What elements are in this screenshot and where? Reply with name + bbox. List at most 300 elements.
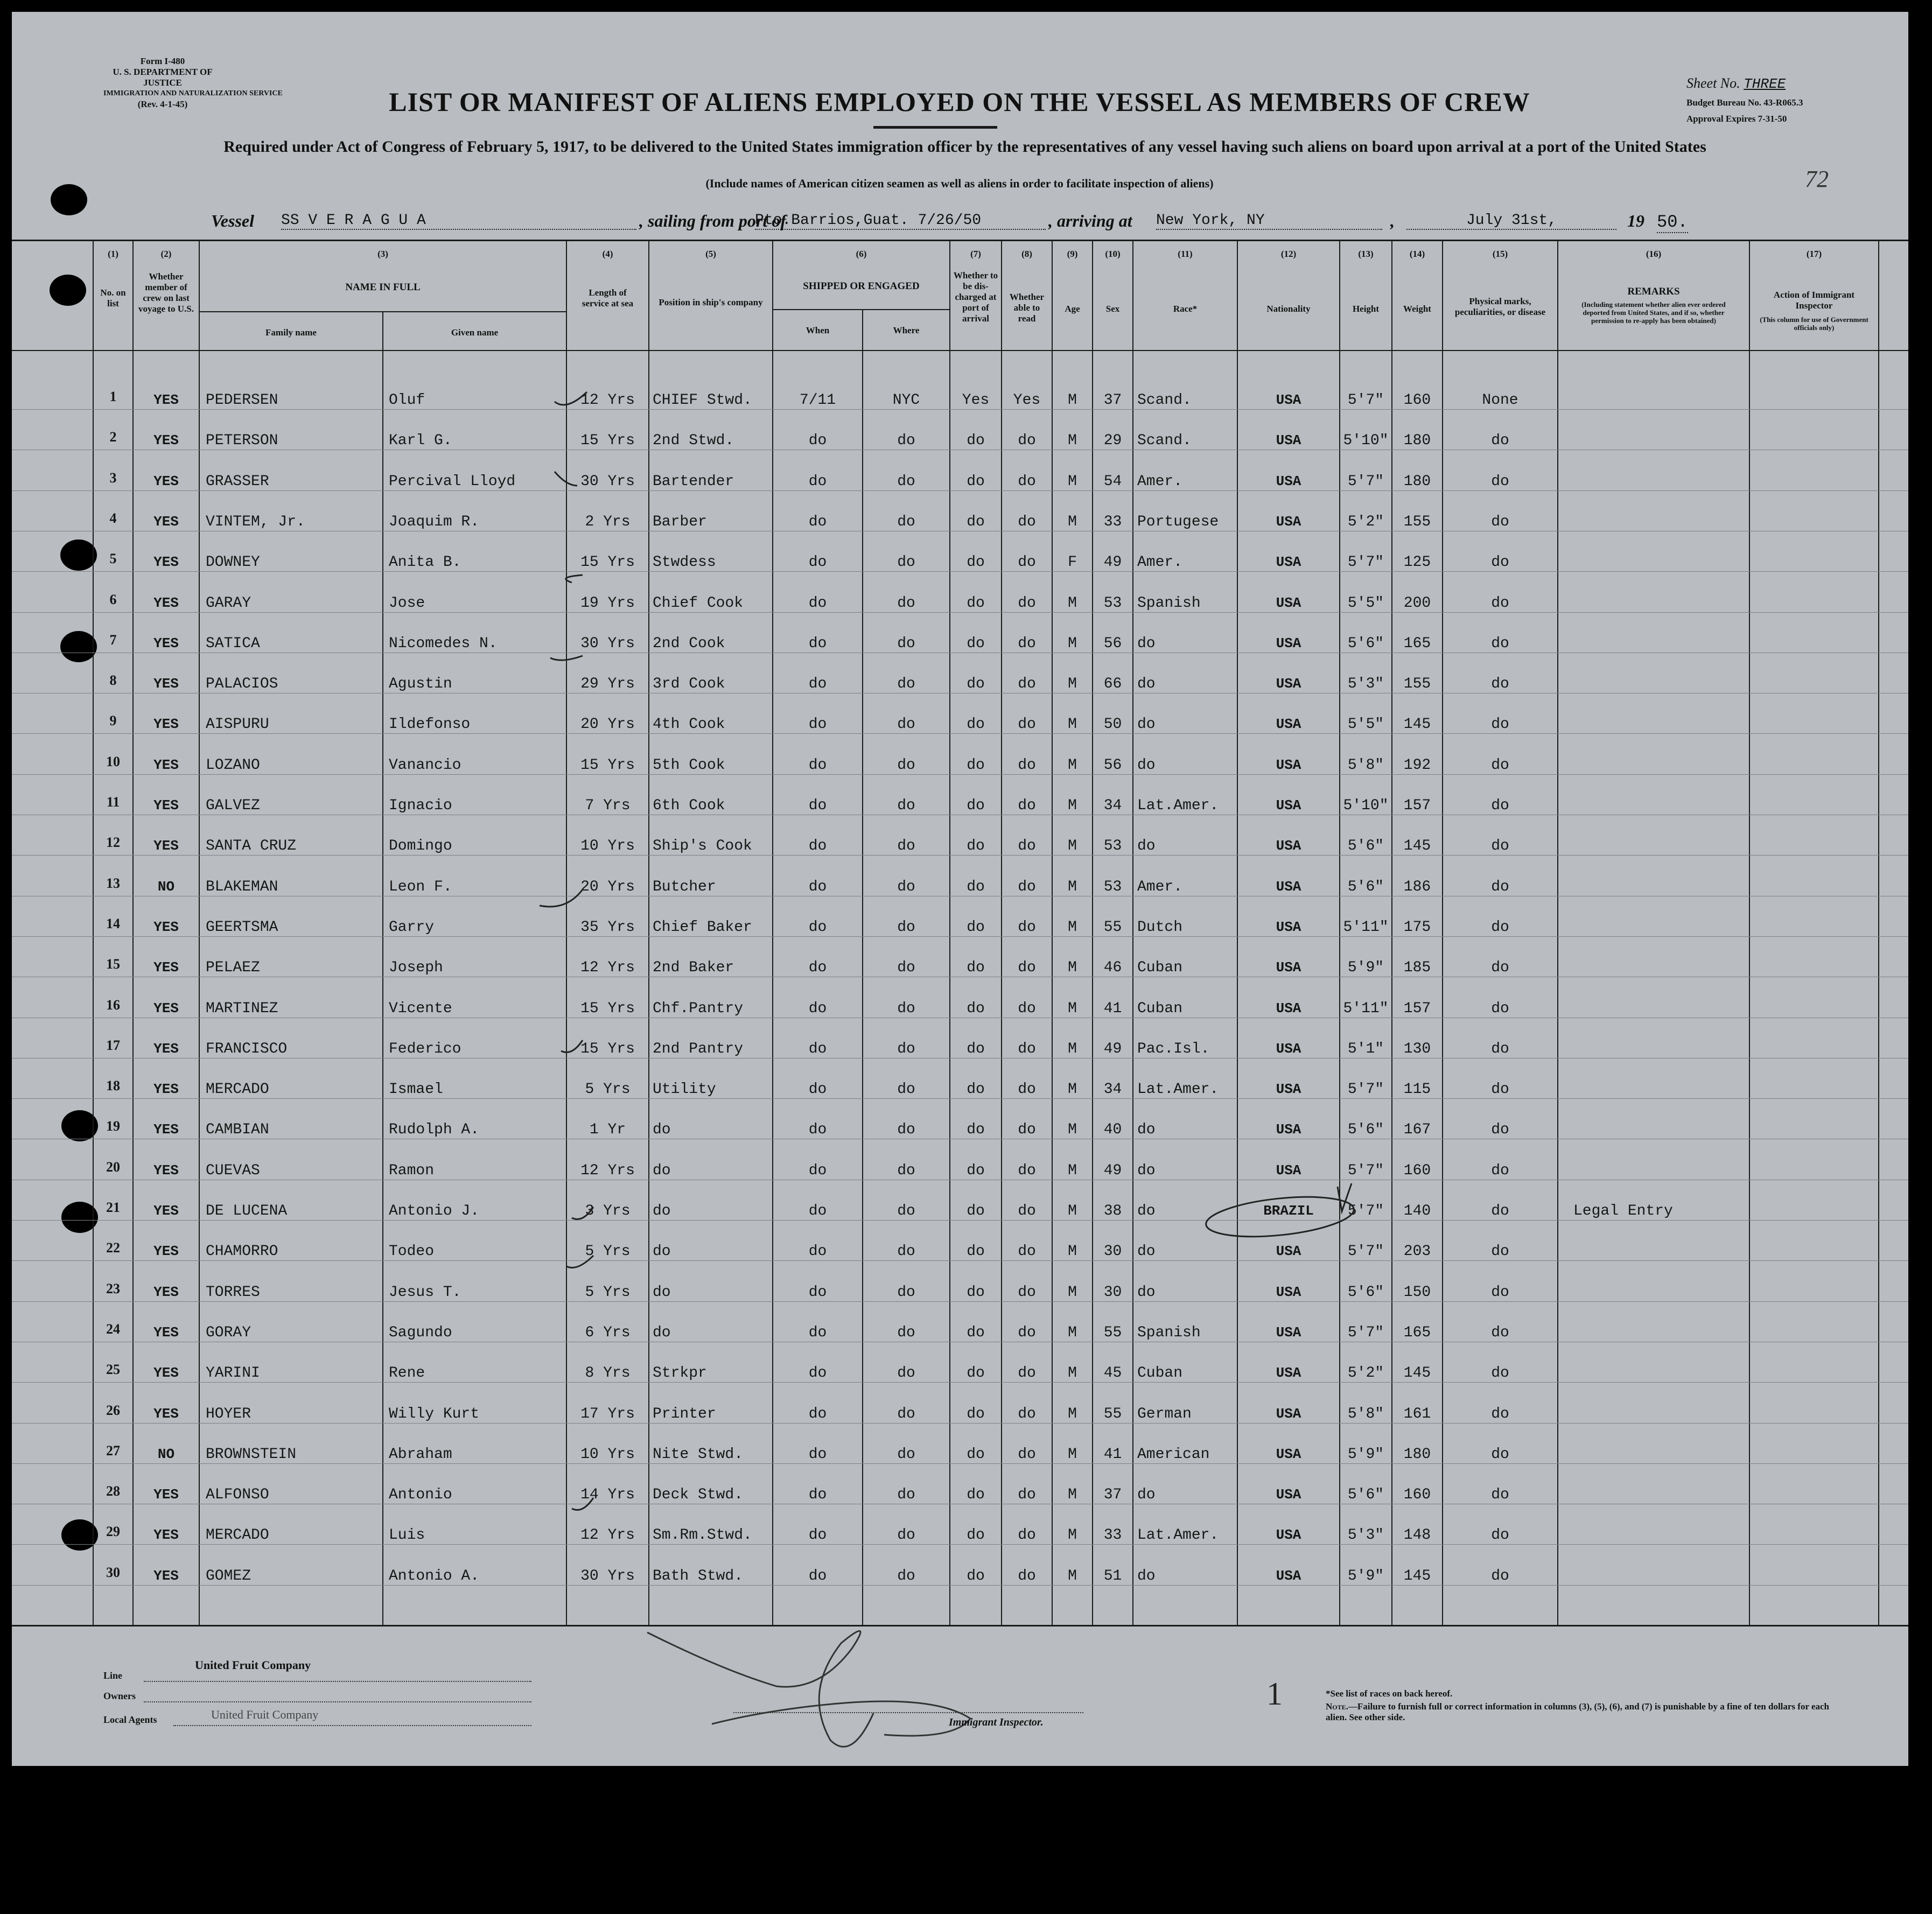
cell-sex: M [1068, 1041, 1077, 1057]
cell-shipped-where: do [897, 716, 915, 733]
cell-nationality: USA [1276, 1000, 1301, 1016]
cell-able-to-read: do [1018, 1406, 1036, 1422]
cell-sex: M [1068, 1406, 1077, 1422]
cell-row-number: 29 [106, 1524, 120, 1539]
owners-label: Owners [103, 1691, 136, 1701]
cell-shipped-when: 7/11 [799, 392, 836, 409]
cell-last-voyage: YES [153, 959, 179, 976]
cell-able-to-read: do [1018, 838, 1036, 854]
cell-discharged: do [967, 1203, 985, 1219]
cell-race: Portugese [1137, 514, 1219, 530]
cell-shipped-when: do [808, 676, 827, 692]
cell-shipped-where: do [897, 635, 915, 652]
cell-sex: M [1068, 595, 1077, 612]
cell-age: 46 [1103, 959, 1122, 976]
manifest-sheet [12, 12, 1908, 1766]
col-height: Height [1352, 304, 1380, 314]
cell-shipped-where: do [897, 514, 915, 530]
cell-discharged: do [967, 1081, 985, 1098]
cell-height: 5'7" [1347, 1081, 1384, 1098]
cell-row-number: 3 [109, 470, 117, 486]
cell-given-name: Leon F. [389, 879, 452, 895]
cell-service-length: 30 Yrs [580, 473, 635, 490]
cell-family-name: GARAY [206, 595, 251, 612]
cell-last-voyage: YES [153, 392, 179, 408]
cell-able-to-read: do [1018, 1081, 1036, 1098]
cell-physical-marks: do [1491, 1284, 1509, 1301]
form-department: U. S. DEPARTMENT OF JUSTICE [113, 67, 213, 88]
cell-last-voyage: YES [153, 1365, 179, 1381]
cell-race: Spanish [1137, 1324, 1201, 1341]
cell-sex: M [1068, 1568, 1077, 1585]
cell-able-to-read: do [1018, 1284, 1036, 1301]
cell-nationality: USA [1276, 676, 1301, 692]
cell-able-to-read: do [1018, 432, 1036, 449]
vessel-name: SS V E R A G U A [281, 212, 636, 230]
cell-shipped-where: do [897, 1365, 915, 1382]
cell-discharged: do [967, 838, 985, 854]
cell-last-voyage: YES [153, 1568, 179, 1584]
cell-discharged: Yes [962, 392, 990, 409]
cell-shipped-where: do [897, 554, 915, 571]
col-num-11: (11) [1178, 249, 1193, 259]
cell-service-length: 20 Yrs [580, 716, 635, 733]
cell-height: 5'7" [1347, 1203, 1384, 1219]
line-rule [144, 1681, 531, 1682]
cell-discharged: do [967, 716, 985, 733]
cell-given-name: Joaquim R. [389, 514, 480, 530]
cell-given-name: Ramon [389, 1162, 435, 1179]
cell-physical-marks: do [1491, 473, 1509, 490]
cell-weight: 157 [1403, 1000, 1431, 1017]
cell-weight: 175 [1403, 919, 1431, 936]
cell-shipped-where: do [897, 1000, 915, 1017]
cell-nationality: USA [1276, 1324, 1301, 1341]
cell-race: Cuban [1137, 959, 1183, 976]
cell-given-name: Antonio [389, 1487, 452, 1503]
cell-race: do [1137, 1568, 1156, 1585]
cell-last-voyage: YES [153, 1406, 179, 1422]
cell-nationality: USA [1276, 1284, 1301, 1300]
cell-position: Chief Cook [653, 595, 744, 612]
cell-shipped-when: do [808, 1324, 827, 1341]
cell-position: Ship's Cook [653, 838, 752, 854]
cell-discharged: do [967, 1406, 985, 1422]
cell-weight: 150 [1403, 1284, 1431, 1301]
cell-nationality: USA [1276, 1162, 1301, 1179]
owners-rule [144, 1701, 531, 1702]
cell-height: 5'9" [1347, 959, 1384, 976]
cell-height: 5'3" [1347, 676, 1384, 692]
col-num-5: (5) [705, 249, 716, 259]
cell-given-name: Ignacio [389, 797, 452, 814]
cell-sex: M [1068, 473, 1077, 490]
cell-physical-marks: do [1491, 1365, 1509, 1382]
cell-discharged: do [967, 1000, 985, 1017]
cell-given-name: Joseph [389, 959, 443, 976]
cell-age: 53 [1103, 838, 1122, 854]
cell-row-number: 5 [109, 551, 117, 566]
cell-row-number: 24 [106, 1321, 120, 1337]
cell-shipped-where: do [897, 1081, 915, 1098]
cell-family-name: PEDERSEN [206, 392, 278, 409]
cell-age: 37 [1103, 1487, 1122, 1503]
cell-family-name: GOMEZ [206, 1568, 251, 1585]
cell-height: 5'3" [1347, 1527, 1384, 1544]
cell-discharged: do [967, 1324, 985, 1341]
cell-race: Dutch [1137, 919, 1183, 936]
cell-given-name: Abraham [389, 1446, 452, 1463]
cell-physical-marks: do [1491, 1000, 1509, 1017]
cell-height: 5'7" [1347, 473, 1384, 490]
cell-shipped-where: do [897, 838, 915, 854]
cell-service-length: 5 Yrs [585, 1284, 631, 1301]
cell-weight: 160 [1403, 1162, 1431, 1179]
cell-age: 30 [1103, 1243, 1122, 1260]
col-sex: Sex [1105, 304, 1120, 314]
cell-physical-marks: do [1491, 757, 1509, 774]
cell-row-number: 23 [106, 1281, 120, 1296]
cell-nationality: USA [1276, 1568, 1301, 1584]
cell-age: 53 [1103, 879, 1122, 895]
col-name-in-full: NAME IN FULL [345, 282, 421, 293]
col-num-15: (15) [1492, 249, 1508, 259]
cell-last-voyage: NO [157, 879, 175, 895]
cell-weight: 180 [1403, 473, 1431, 490]
col-num-12: (12) [1280, 249, 1297, 259]
cell-able-to-read: do [1018, 676, 1036, 692]
cell-position: 2nd Pantry [653, 1041, 744, 1057]
cell-sex: M [1068, 1203, 1077, 1219]
cell-row-number: 9 [109, 713, 117, 728]
cell-last-voyage: YES [153, 716, 179, 732]
cell-age: 45 [1103, 1365, 1122, 1382]
cell-shipped-where: do [897, 797, 915, 814]
cell-nationality: USA [1276, 797, 1301, 814]
cell-service-length: 12 Yrs [580, 1162, 635, 1179]
col-shipped-engaged: SHIPPED OR ENGAGED [803, 281, 920, 292]
cell-physical-marks: do [1491, 1568, 1509, 1585]
cell-family-name: BLAKEMAN [206, 879, 278, 895]
cell-service-length: 12 Yrs [580, 1527, 635, 1544]
cell-able-to-read: do [1018, 1568, 1036, 1585]
cell-discharged: do [967, 1527, 985, 1544]
cell-age: 41 [1103, 1000, 1122, 1017]
cell-given-name: Rudolph A. [389, 1121, 480, 1138]
cell-last-voyage: YES [153, 797, 179, 814]
cell-shipped-when: do [808, 959, 827, 976]
form-service: IMMIGRATION AND NATURALIZATION SERVICE [103, 89, 283, 97]
cell-height: 5'6" [1347, 635, 1384, 652]
cell-age: 50 [1103, 716, 1122, 733]
cell-position: Nite Stwd. [653, 1446, 744, 1463]
cell-shipped-when: do [808, 919, 827, 936]
cell-service-length: 12 Yrs [580, 959, 635, 976]
cell-position: Sm.Rm.Stwd. [653, 1527, 752, 1544]
cell-last-voyage: YES [153, 1527, 179, 1543]
cell-last-voyage: YES [153, 595, 179, 611]
cell-age: 66 [1103, 676, 1122, 692]
cell-service-length: 12 Yrs [580, 392, 635, 409]
cell-family-name: GORAY [206, 1324, 251, 1341]
cell-nationality: USA [1276, 1406, 1301, 1422]
cell-service-length: 14 Yrs [580, 1487, 635, 1503]
cell-shipped-where: do [897, 1203, 915, 1219]
cell-sex: F [1068, 554, 1077, 571]
col-remarks-note: (Including statement whether alien ever ordered deported from United States, and if so, whether permission to re-apply has been obtained) [1581, 300, 1726, 325]
cell-shipped-when: do [808, 1365, 827, 1382]
cell-able-to-read: do [1018, 1365, 1036, 1382]
cell-service-length: 10 Yrs [580, 1446, 635, 1463]
cell-given-name: Ildefonso [389, 716, 471, 733]
cell-race: Cuban [1137, 1000, 1183, 1017]
cell-discharged: do [967, 473, 985, 490]
cell-shipped-when: do [808, 595, 827, 612]
cell-row-number: 4 [109, 510, 117, 526]
cell-age: 34 [1103, 1081, 1122, 1098]
agents-label: Local Agents [103, 1714, 157, 1725]
cell-discharged: do [967, 1284, 985, 1301]
col-last-voyage: Whether member of crew on last voyage to U.S. [138, 271, 194, 314]
cell-height: 5'10" [1343, 432, 1389, 449]
cell-shipped-when: do [808, 473, 827, 490]
cell-shipped-when: do [808, 757, 827, 774]
cell-physical-marks: do [1491, 1081, 1509, 1098]
cell-nationality: USA [1276, 635, 1301, 651]
cell-discharged: do [967, 1243, 985, 1260]
cell-service-length: 15 Yrs [580, 554, 635, 571]
cell-row-number: 18 [106, 1078, 120, 1093]
inspector-rule [733, 1712, 1083, 1713]
cell-sex: M [1068, 1487, 1077, 1503]
cell-height: 5'5" [1347, 716, 1384, 733]
cell-weight: 192 [1403, 757, 1431, 774]
cell-service-length: 35 Yrs [580, 919, 635, 936]
cell-last-voyage: YES [153, 1203, 179, 1219]
cell-race: Amer. [1137, 554, 1183, 571]
cell-row-number: 11 [106, 794, 120, 810]
cell-race: American [1137, 1446, 1210, 1463]
col-age: Age [1065, 304, 1080, 314]
cell-weight: 125 [1403, 554, 1431, 571]
cell-row-number: 12 [106, 835, 120, 850]
cell-family-name: CHAMORRO [206, 1243, 278, 1260]
col-num-4: (4) [602, 249, 613, 259]
cell-age: 55 [1103, 919, 1122, 936]
col-family-name: Family name [265, 327, 317, 338]
cell-nationality: USA [1276, 432, 1301, 448]
sheet-number: THREE [1744, 76, 1786, 92]
col-num-3: (3) [377, 249, 388, 259]
cell-discharged: do [967, 1365, 985, 1382]
cell-service-length: 10 Yrs [580, 838, 635, 854]
cell-given-name: Domingo [389, 838, 452, 854]
cell-family-name: GRASSER [206, 473, 269, 490]
cell-able-to-read: do [1018, 919, 1036, 936]
cell-shipped-when: do [808, 1446, 827, 1463]
cell-nationality: USA [1276, 757, 1301, 773]
cell-weight: 160 [1403, 392, 1431, 409]
cell-physical-marks: do [1491, 595, 1509, 612]
cell-nationality: USA [1276, 392, 1301, 408]
cell-shipped-where: do [897, 757, 915, 774]
cell-height: 5'7" [1347, 1243, 1384, 1260]
cell-shipped-when: do [808, 1487, 827, 1503]
cell-given-name: Antonio J. [389, 1203, 480, 1219]
cell-given-name: Jesus T. [389, 1284, 461, 1301]
cell-family-name: BROWNSTEIN [206, 1446, 297, 1463]
cell-position: do [653, 1162, 671, 1179]
cell-position: CHIEF Stwd. [653, 392, 752, 409]
cell-weight: 140 [1403, 1203, 1431, 1219]
col-physical: Physical marks, peculiarities, or disease [1454, 296, 1546, 317]
cell-height: 5'7" [1347, 392, 1384, 409]
cell-physical-marks: do [1491, 879, 1509, 895]
cell-shipped-where: do [897, 1487, 915, 1503]
cell-nationality: USA [1276, 1041, 1301, 1057]
cell-given-name: Willy Kurt [389, 1406, 480, 1422]
cell-able-to-read: do [1018, 1487, 1036, 1503]
year-value: 50. [1657, 212, 1688, 232]
cell-height: 5'6" [1347, 1284, 1384, 1301]
cell-given-name: Garry [389, 919, 435, 936]
cell-able-to-read: do [1018, 716, 1036, 733]
cell-height: 5'6" [1347, 879, 1384, 895]
cell-able-to-read: do [1018, 1000, 1036, 1017]
cell-age: 40 [1103, 1121, 1122, 1138]
cell-row-number: 30 [106, 1565, 120, 1580]
cell-weight: 157 [1403, 797, 1431, 814]
cell-remarks: Legal Entry [1573, 1203, 1673, 1219]
cell-nationality: USA [1276, 879, 1301, 895]
cell-weight: 165 [1403, 1324, 1431, 1341]
cell-physical-marks: do [1491, 635, 1509, 652]
cell-position: Chf.Pantry [653, 1000, 744, 1017]
cell-discharged: do [967, 1162, 985, 1179]
cell-race: Scand. [1137, 392, 1192, 409]
cell-shipped-where: do [897, 1324, 915, 1341]
cell-race: Lat.Amer. [1137, 1527, 1219, 1544]
cell-nationality: USA [1276, 1243, 1301, 1259]
cell-sex: M [1068, 635, 1077, 652]
cell-shipped-when: do [808, 514, 827, 530]
cell-shipped-when: do [808, 554, 827, 571]
cell-position: Barber [653, 514, 707, 530]
cell-sex: M [1068, 1324, 1077, 1341]
cell-row-number: 21 [106, 1200, 120, 1215]
col-num-13: (13) [1358, 249, 1374, 259]
cell-shipped-when: do [808, 1568, 827, 1585]
cell-position: Bath Stwd. [653, 1568, 744, 1585]
cell-position: Printer [653, 1406, 716, 1422]
cell-row-number: 13 [106, 875, 120, 891]
form-subtitle: Required under Act of Congress of February 5, 1917, to be delivered to the United States immigration officer by the representatives of any vessel having such aliens on board upon arrival at a port of the United States [223, 138, 1706, 156]
cell-family-name: SATICA [206, 635, 260, 652]
cell-physical-marks: do [1491, 959, 1509, 976]
cell-height: 5'7" [1347, 1324, 1384, 1341]
arrival-date: July 31st, [1406, 212, 1616, 230]
cell-family-name: AISPURU [206, 716, 269, 733]
cell-last-voyage: YES [153, 514, 179, 530]
approval-expiry: Approval Expires 7-31-50 [1686, 114, 1787, 124]
cell-service-length: 3 Yrs [585, 1203, 631, 1219]
col-weight: Weight [1403, 304, 1431, 314]
cell-able-to-read: do [1018, 635, 1036, 652]
cell-sex: M [1068, 1121, 1077, 1138]
cell-physical-marks: do [1491, 716, 1509, 733]
cell-race: Scand. [1137, 432, 1192, 449]
cell-given-name: Karl G. [389, 432, 452, 449]
cell-race: Spanish [1137, 595, 1201, 612]
cell-able-to-read: do [1018, 473, 1036, 490]
cell-service-length: 30 Yrs [580, 635, 635, 652]
cell-nationality: USA [1276, 1527, 1301, 1543]
cell-nationality: USA [1276, 1365, 1301, 1381]
cell-given-name: Ismael [389, 1081, 443, 1098]
cell-position: Butcher [653, 879, 716, 895]
col-num-14: (14) [1409, 249, 1425, 259]
cell-last-voyage: YES [153, 1284, 179, 1300]
cell-last-voyage: YES [153, 635, 179, 651]
cell-able-to-read: Yes [1013, 392, 1041, 409]
cell-age: 41 [1103, 1446, 1122, 1463]
cell-shipped-when: do [808, 635, 827, 652]
cell-age: 53 [1103, 595, 1122, 612]
col-num-7: (7) [970, 249, 981, 259]
cell-given-name: Luis [389, 1527, 425, 1544]
cell-last-voyage: YES [153, 1121, 179, 1138]
col-able-read: Whether able to read [1009, 292, 1045, 324]
cell-discharged: do [967, 635, 985, 652]
cell-shipped-where: do [897, 1041, 915, 1057]
cell-age: 55 [1103, 1406, 1122, 1422]
vessel-label: Vessel [211, 211, 254, 230]
cell-race: Lat.Amer. [1137, 1081, 1219, 1098]
cell-row-number: 27 [106, 1443, 120, 1459]
cell-family-name: VINTEM, Jr. [206, 514, 305, 530]
cell-sex: M [1068, 959, 1077, 976]
cell-last-voyage: NO [157, 1446, 175, 1462]
col-num-9: (9) [1067, 249, 1078, 259]
col-num-2: (2) [160, 249, 172, 259]
cell-able-to-read: do [1018, 595, 1036, 612]
cell-age: 37 [1103, 392, 1122, 409]
inspector-signature [647, 1631, 970, 1747]
cell-sex: M [1068, 1446, 1077, 1463]
cell-given-name: Antonio A. [389, 1568, 480, 1585]
cell-shipped-where: do [897, 1527, 915, 1544]
cell-height: 5'10" [1343, 797, 1389, 814]
cell-shipped-where: do [897, 919, 915, 936]
cell-discharged: do [967, 1446, 985, 1463]
cell-shipped-when: do [808, 1121, 827, 1138]
form-number: Form I-480 [140, 56, 185, 66]
cell-weight: 203 [1403, 1243, 1431, 1260]
cell-height: 5'6" [1347, 1487, 1384, 1503]
cell-position: Utility [653, 1081, 716, 1098]
cell-sex: M [1068, 392, 1077, 409]
cell-height: 5'8" [1347, 757, 1384, 774]
cell-physical-marks: do [1491, 1243, 1509, 1260]
cell-service-length: 20 Yrs [580, 879, 635, 895]
cell-position: 3rd Cook [653, 676, 725, 692]
cell-physical-marks: do [1491, 1203, 1509, 1219]
cell-race: do [1137, 716, 1156, 733]
cell-last-voyage: YES [153, 554, 179, 570]
cell-nationality: BRAZIL [1263, 1203, 1314, 1219]
cell-given-name: Sagundo [389, 1324, 452, 1341]
cell-race: do [1137, 838, 1156, 854]
